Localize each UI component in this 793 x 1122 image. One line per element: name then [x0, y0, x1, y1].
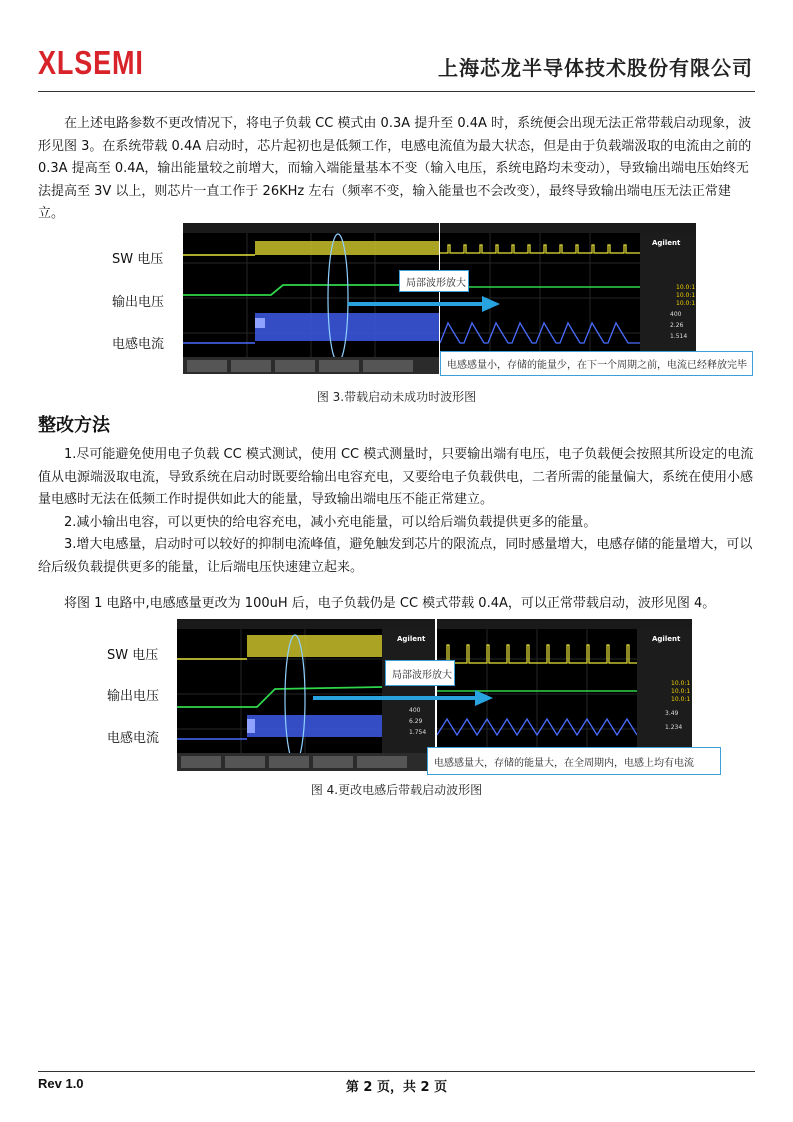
fig3-note: 电感感量小，存储的能量少，在下一个周期之前，电流已经释放完毕	[440, 351, 753, 376]
fig4-note: 电感感量大，存储的能量大，在全周期内，电感上均有电流	[427, 747, 721, 775]
fig3-brand: Agilent	[652, 239, 681, 247]
intro-paragraph: 在上述电路参数不更改情况下，将电子负载 CC 模式由 0.3A 提升至 0.4A 时，系统便会出现无法正常带载启动现象，波形见图 3。在系统带载 0.4A 启动时，芯片起初也是低频工作，电感电流值为最大状态，但是由于负载端汲取的电流由之前的 0.3A 提高至 0.4A，输出能量较之前增大，而输入端能量基本不变（输入电压，系统电路均未变动），导致输出端电压始终无法提高至 3V 以上，则芯片一直工作于 26KHz 左右（频率不变，输入能量也不会改变），最终导致输出端电压无法正常建立。	[38, 116, 752, 221]
fig3-sidebar-v5: 2.26	[670, 322, 684, 329]
fig3-caption: 图 3.带载启动未成功时波形图	[316, 390, 477, 404]
fig4-label-sw: SW 电压	[107, 648, 159, 663]
fig4-sidebar-v2: 3.49	[665, 710, 679, 717]
fix-item-3: 3.增大电感量，启动时可以较好的抑制电流峰值，避免触发到芯片的限流点，同时感量增大，电感存储的能量增大，可以给后级负载提供更多的能量，让后端电压快速建立起来。	[38, 537, 753, 575]
svg-text:10.0:1: 10.0:1	[676, 284, 696, 291]
fig4-zoom-arrow	[313, 690, 493, 706]
fig3-label-sw: SW 电压	[112, 252, 164, 267]
figure4-intro: 将图 1 电路中,电感感量更改为 100uH 后，电子负载仍是 CC 模式带载 0.4A，可以正常带载启动，波形见图 4。	[64, 596, 716, 611]
footer-rule	[38, 1071, 755, 1072]
fig4-label-vout: 输出电压	[107, 689, 160, 704]
fig4-brand: Agilent	[397, 635, 426, 643]
fig3-label-il: 电感电流	[112, 337, 165, 352]
svg-text:10.0:1: 10.0:1	[671, 688, 691, 695]
svg-text:10.0:1: 10.0:1	[671, 696, 691, 703]
fig4-sidebar-v4: 1.234	[665, 724, 683, 731]
company-name: 上海芯龙半导体技术股份有限公司	[438, 56, 753, 80]
fig3-zoom-arrow	[348, 296, 500, 312]
svg-text:10.0:1: 10.0:1	[671, 680, 691, 687]
fig3-sidebar-v4: 1.514	[670, 333, 688, 340]
svg-text:10.0:1: 10.0:1	[676, 300, 696, 307]
fig4-sidebar-v5: 6.29	[409, 718, 423, 725]
fig4-sidebar-v3: 1.754	[409, 729, 427, 736]
fig3-zoom-label: 局部波形放大	[399, 270, 469, 292]
section-heading: 整改方法	[38, 415, 110, 436]
fig4-sidebar-v1: 400	[409, 707, 421, 714]
fig3-sidebar-v1: 400	[670, 311, 682, 318]
page-number: 第 2 页，共 2 页	[345, 1080, 448, 1095]
fix-item-1: 1.尽可能避免使用电子负载 CC 模式测试，使用 CC 模式测量时，只要输出端有电压，电子负载便会按照其所设定的电流值从电源端汲取电流，导致系统在启动时既要给输出电容充电，又要给电子负载供电，二者所需的能量偏大，系统在使用小感量电感时无法在低频工作时提供如此大的能量，导致输出端电压不能正常建立。	[38, 447, 754, 507]
fig4-zoom-label: 局部波形放大	[385, 660, 455, 686]
svg-text:10.0:1: 10.0:1	[676, 292, 696, 299]
fig3-label-vout: 输出电压	[112, 295, 165, 310]
company-logo: XLSEMI	[38, 44, 144, 81]
fig4-label-il: 电感电流	[107, 731, 160, 746]
revision-label: Rev 1.0	[38, 1076, 84, 1091]
fix-item-2: 2.减小输出电容，可以更快的给电容充电，减小充电能量，可以给后端负载提供更多的能量。	[64, 514, 597, 530]
fig4-caption: 图 4.更改电感后带载启动波形图	[310, 783, 483, 797]
fix-paragraphs	[38, 444, 755, 579]
header-rule	[38, 91, 755, 92]
fig4-brand-zoom: Agilent	[652, 635, 681, 643]
